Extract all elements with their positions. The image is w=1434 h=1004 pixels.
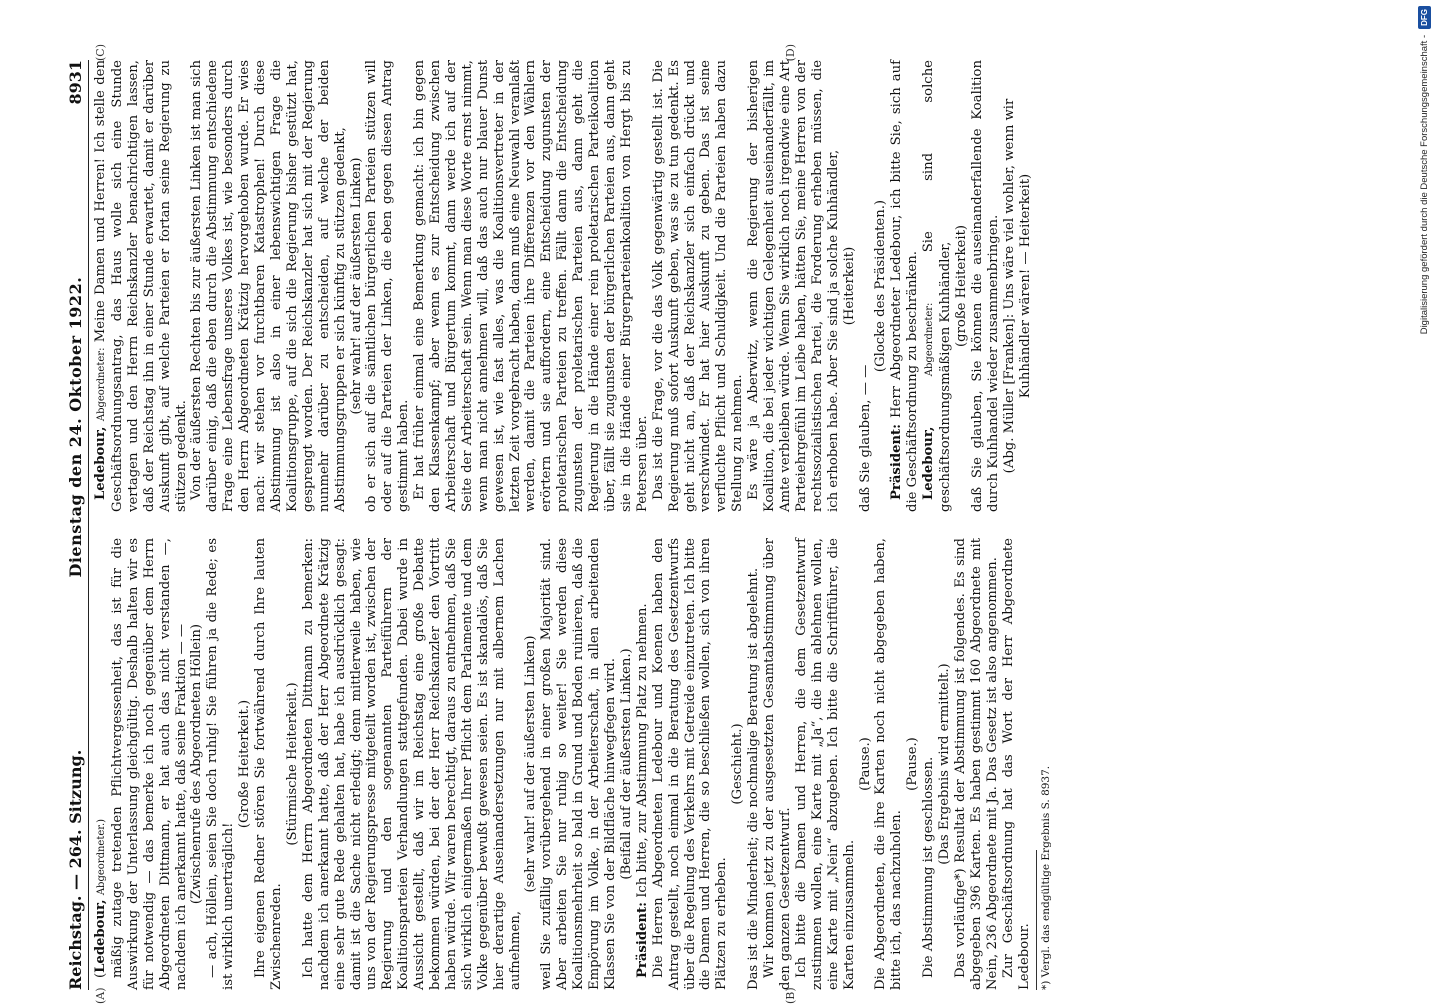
text-columns — [93, 44, 1055, 1004]
paragraph: daß Sie glauben, Sie können die auseinanderfallende Koalition durch Kuhhandel wieder zusammenbringen. — [969, 60, 1001, 512]
header-date: Dienstag den 24. Oktober 1922. — [66, 276, 85, 578]
paragraph: Das ist die Minderheit; die nochmalige Beratung ist abgelehnt. — [746, 567, 762, 990]
paragraph: Es wäre ja Aberwitz, wenn die Regierung der bisherigen Koalition, die bei jeder wichtigen Gelegenheit auseinanderfällt, im Amte verbleiben würde. Wenn Sie wirklich noch irgendwie eine Art Parteiehrgefühl im Leibe haben, hätten Sie, meine Herren von der rechtssozialistischen Partei, die Forderung erheben müssen, die ich erhoben habe. Aber Sie sind ja solche Kuhhändler, — [746, 60, 841, 512]
stage-direction: (Abg. Müller [Franken]: Uns wäre viel wohler, wenn wir Kuhhändler wären! — Heiterkeit) — [1001, 98, 1033, 474]
header-left: Reichstag. — 264. Sitzung. — [66, 749, 85, 990]
page-number: 8931 — [66, 60, 85, 105]
speech-text: Herr Abgeordneter Ledebour, ich bitte Sie, sich auf die Geschäftsordnung zu beschränken. — [889, 60, 921, 512]
speech-text: Meine Damen und Herren! Ich stelle den Geschäftsordnungsantrag, das Haus wolle sich eine Stunde vertagen und den Herrn Reichskanzler benachrichtigen lassen, daß der Reichstag ihn in einer Stunde erwartet, damit er darüber Auskunft gibt, auf welche Parteien er fortan seine Regierung zu stützen gedenkt. — [93, 60, 189, 512]
right-column-content — [93, 60, 1033, 512]
paragraph: mäßig zutage tretenden Pflichtvergessenheit, das ist für die Auswirkung der Unterlassung gleichgültig. Deshalb halten wir es für notwendig — das bemerke ich noch gegenüber dem Herrn Abgeordneten Dittmann, er hat auch das nicht verstanden —, nachdem ich anerkannt hatte, daß seine Fraktion — — — [109, 538, 189, 990]
stage-direction: (Pause.) — [857, 737, 873, 791]
paragraph: ob er sich auf die sämtlichen bürgerlichen Parteien stützen will oder auf die Parteien der Linken, die eben gegen diesen Antrag gestimmt haben. — [364, 60, 412, 512]
margin-label-d: (D) — [784, 44, 797, 62]
speaker-paragraph — [889, 60, 921, 512]
stage-direction: (Pause.) — [905, 737, 921, 791]
speaker-name: Ledebour, — [93, 426, 108, 500]
stage-direction: (Das Ergebnis wird ermittelt.) — [937, 663, 953, 865]
page-header — [66, 60, 89, 990]
left-column — [93, 538, 1055, 1004]
stage-direction: (Zwischenrufe des Abgeordneten Höllein) — [189, 623, 205, 905]
paragraph: Ihre eigenen Redner stören Sie fortwährend durch Ihre lauten Zwischenreden. — [253, 538, 284, 990]
paragraph: weil Sie zufällig vorübergehend in einer großen Majorität sind. Aber arbeiten Sie nur ruhig so weiter! Sie werden diese Koalitionsmehrheit so bald in Grund und Boden ruinieren, daß die Empörung im Volke, in der Arbeiterschaft, in allen arbeitenden Klassen Sie von der Bildfläche hinwegfegen wird. — [539, 538, 618, 990]
digitization-sidebar — [1415, 0, 1434, 1000]
stage-direction: (Stürmische Heiterkeit.) — [284, 682, 300, 846]
paragraph: Von der äußersten Rechten bis zur äußersten Linken ist man sich darüber einig, daß die eben durch die Abstimmung entschiedene Frage eine Lebensfrage unseres Volkes ist, wie besonders durch den Herrn Abgeordneten Krätzig hervorgehoben wurde. Er wies nach: wir stehen vor furchtbaren Katastrophen! Durch diese Abstimmung ist also in einer lebenswichtigen Frage die Koalitionsgruppe, auf die sich die Regierung bisher gestützt hat, gesprengt worden. Der Reichskanzler hat sich mit der Regierung nunmehr darüber zu entscheiden, auf welche der beiden Abstimmungsgruppen er sich künftig zu stützen gedenkt, — [189, 60, 348, 512]
speech-text: Ich bitte, zur Abstimmung Platz zu nehmen. — [634, 603, 650, 902]
stage-direction: (Glocke des Präsidenten.) — [873, 199, 889, 373]
speaker-name: Präsident: — [634, 901, 650, 978]
paragraph: Zur Geschäftsordnung hat das Wort der Herr Abgeordnete Ledebour. — [1000, 538, 1032, 990]
speaker-name: Präsident: — [889, 423, 905, 500]
stage-direction: (sehr wahr! auf der äußersten Linken) — [523, 635, 539, 893]
stage-direction: (Geschieht.) — [730, 723, 746, 805]
margin-label-b: (B) — [784, 987, 797, 1004]
margin-label-c: (C) — [94, 44, 107, 61]
paragraph: daß Sie glauben, — — — [857, 364, 873, 512]
speech-text: Sie sind solche geschäftsordnungsmäßigen Kuhhändler, — [921, 60, 954, 512]
document-page — [60, 44, 1100, 1004]
speaker-paragraph — [921, 60, 954, 512]
speaker-name: Ledebour, — [93, 899, 108, 973]
speaker-paragraph — [93, 60, 189, 512]
paragraph: Ich hatte dem Herrn Abgeordneten Dittmann zu bemerken: nachdem ich anerkannt hatte, daß der Herr Abgeordnete Krätzig eine sehr gute Rede gehalten hat, habe ich ausdrücklich gesagt: damit ist die Sache nicht erledigt; denn mittlerweile haben, wie uns von der Regierungspresse mitgeteilt worden ist, zwischen der Regierung und den sogenannten Parteiführern der Koalitionsparteien Verhandlungen stattgefunden. Dabei wurde in Aussicht gestellt, daß wir im Reichstag eine große Debatte bekommen würden, bei der der Herr Reichskanzler den Vortritt haben würde. Wir waren berechtigt, daraus zu entnehmen, daß Sie sich wirklich einigermaßen Ihrer Pflicht dem Parlamente und dem Volke gegenüber bewußt gewesen seien. Es ist skandalös, daß Sie hier derartige Auseinandersetzungen nur mit albernem Lachen aufnehmen, — [300, 538, 523, 990]
speaker-role: Abgeordneter: — [96, 347, 107, 422]
speaker-name: Ledebour, — [921, 426, 937, 500]
paragraph: — ach, Höllein, seien Sie doch ruhig! Sie führen ja die Rede; es ist wirklich unerträglich! — [205, 538, 237, 990]
paragraph: Das vorläufige*) Resultat der Abstimmung ist folgendes. Es sind abgegeben 396 Karten. Es haben gestimmt 160 Abgeordnete mit Nein, 236 Abgeordnete mit Ja. Das Gesetz ist also angenommen. — [952, 538, 1000, 990]
margin-label-a: (A) — [94, 987, 107, 1004]
speaker-paragraph — [93, 538, 110, 990]
paragraph: Die Abgeordneten, die ihre Karten noch nicht abgegeben haben, bitte ich, das nachzuholen. — [873, 538, 905, 990]
speaker-prefix: ( — [93, 972, 108, 978]
paragraph: Die Herren Abgeordneten Ledebour und Koenen haben den Antrag gestellt, noch einmal in die Beratung des Gesetzentwurfs über die Regelung des Verkehrs mit Getreide einzutreten. Ich bitte die Damen und Herren, die so beschließen wollen, sich von ihren Plätzen zu erheben. — [650, 538, 730, 990]
footnote: *) Vergl. das endgültige Ergebnis S. 8937. — [1036, 850, 1055, 990]
paragraph: Das ist die Frage, vor die das Volk gegenwärtig gestellt ist. Die Regierung muß sofort Auskunft geben, was sie zu tun gedenkt. Es geht nicht an, daß der Reichskanzler sich einfach drückt und verschwindet. Er hat hier Auskunft zu geben. Das ist seine verfluchte Pflicht und Schuldigkeit. Und die Parteien haben dazu Stellung zu nehmen. — [650, 60, 746, 512]
funding-note: Digitalisierung gefördert durch die Deutsche Forschungsgemeinschaft - — [1419, 34, 1430, 335]
paragraph: Er hat früher einmal eine Bemerkung gemacht: ich bin gegen den Klassenkampf; aber wenn es zur Entscheidung zwischen Arbeiterschaft und Bürgertum kommt, dann werde ich auf der Seite der Arbeiterschaft sein. Wenn man diese Worte ernst nimmt, wenn man nicht annehmen will, daß das auch nur blauer Dunst gewesen ist, wie fast alles, was die Koalitionsvertreter in der letzten Zeit vorgebracht haben, dann muß eine Neuwahl veranlaßt werden, damit die Parteien ihre Differenzen vor den Wählern erörtern und sie auffordern, eine Entscheidung zugunsten der proletarischen Parteien zu treffen. Fällt dann die Entscheidung zugunsten der proletarischen Parteien aus, dann geht die Regierung in die Hände einer rein proletarischen Parteikoalition über, fällt sie zugunsten der bürgerlichen Parteien aus, dann geht sie in die Hände einer Bürgerparteienkoalition von Hergt bis zu Petersen über. — [412, 60, 650, 512]
stage-direction: (Große Heiterkeit.) — [237, 699, 253, 829]
stage-direction: (große Heiterkeit) — [953, 224, 969, 348]
paragraph: Die Abstimmung ist geschlossen. — [921, 756, 937, 978]
stage-direction: (Heiterkeit) — [841, 246, 857, 326]
dfg-logo: DFG — [1418, 6, 1431, 29]
paragraph: Wir kommen jetzt zu der ausgesetzten Gesamtabstimmung über den ganzen Gesetzentwurf. — [762, 538, 793, 990]
left-column-content — [93, 538, 1032, 990]
stage-direction: (Beifall auf der äußersten Linken.) — [618, 648, 634, 880]
right-column — [93, 44, 1055, 512]
paragraph: Ich bitte die Damen und Herren, die dem Gesetzentwurf zustimmen wollen, eine Karte mit „Ja“, die ihn ablehnen wollen, eine Karte mit „Nein“ abzugeben. Ich bitte die Schriftführer, die Karten einzusammeln. — [793, 538, 857, 990]
stage-direction: (sehr wahr! auf der äußersten Linken) — [348, 157, 364, 415]
speaker-role: Abgeordneter: — [924, 302, 936, 377]
speaker-paragraph — [635, 538, 651, 990]
speaker-role: Abgeordneter.) — [96, 818, 107, 896]
